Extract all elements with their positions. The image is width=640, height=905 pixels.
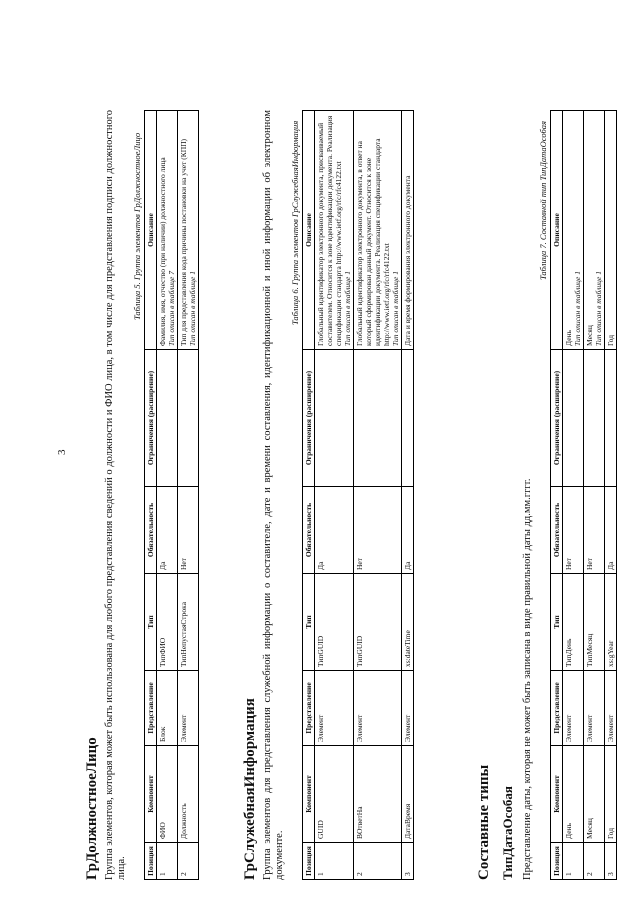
cell-restrictions <box>402 350 414 487</box>
table-5 <box>144 110 199 880</box>
col-description: Описание <box>303 111 315 350</box>
cell-representation: Элемент <box>315 671 354 746</box>
cell-description <box>584 111 605 350</box>
cell-representation: Элемент <box>178 671 199 746</box>
description-text: Фамилия, имя, отчество (при наличии) должностного лица <box>158 157 167 346</box>
cell-representation: Элемент <box>584 671 605 746</box>
cell-representation: Элемент <box>605 671 617 746</box>
col-position: Позиция <box>303 843 315 880</box>
cell-type: ТипНепустаяСтрока <box>178 574 199 671</box>
table7-caption: Таблица 7. Составной тип ТипДатаОсобая <box>538 121 548 280</box>
cell-type: xs:gYear <box>605 574 617 671</box>
table5-caption: Таблица 5. Группа элементов ГрДолжностноеЛицо <box>132 132 142 320</box>
cell-required: Да <box>315 487 354 574</box>
col-required: Обязательность <box>145 487 157 574</box>
cell-component: Должность <box>178 746 199 843</box>
cell-type: ТипМесяц <box>584 574 605 671</box>
cell-type: ТипGUID <box>354 574 402 671</box>
table-row <box>157 111 178 880</box>
cell-restrictions <box>178 350 199 487</box>
cell-required: Нет <box>584 487 605 574</box>
table-row <box>563 111 584 880</box>
col-type: Тип <box>551 574 563 671</box>
col-restrictions: Ограничения (расширение) <box>145 350 157 487</box>
col-component: Компонент <box>145 746 157 843</box>
cell-component: Год <box>605 746 617 843</box>
section-title-dolzhnostnoe-litso: ГрДолжностноеЛицо <box>84 737 100 880</box>
cell-restrictions <box>605 350 617 487</box>
section-title-sluzhebnaya-informatsiya: ГрСлужебнаяИнформация <box>242 698 258 880</box>
col-representation: Представление <box>303 671 315 746</box>
table-row <box>354 111 402 880</box>
table6-header-row <box>303 111 315 880</box>
col-required: Обязательность <box>551 487 563 574</box>
cell-description <box>402 111 414 350</box>
cell-component: Месяц <box>584 746 605 843</box>
description-text: Год <box>606 334 615 346</box>
section1-description: Группа элементов, которая может быть использована для любого представления сведений о должности и ФИО лица, в том числе для представления подписи должностного лица. <box>104 110 127 880</box>
col-representation: Представление <box>145 671 157 746</box>
cell-representation: Элемент <box>402 671 414 746</box>
cell-position: 1 <box>315 843 354 880</box>
cell-type: ТипФИО <box>157 574 178 671</box>
cell-restrictions <box>315 350 354 487</box>
cell-restrictions <box>563 350 584 487</box>
table-row <box>605 111 617 880</box>
col-type: Тип <box>145 574 157 671</box>
subsection-title-tip-data-osobaya: ТипДатаОсобая <box>500 786 515 880</box>
cell-position: 3 <box>402 843 414 880</box>
section-title-sostavnye-tipy: Составные типы <box>476 764 492 880</box>
cell-required: Нет <box>178 487 199 574</box>
col-required: Обязательность <box>303 487 315 574</box>
cell-required: Да <box>402 487 414 574</box>
col-restrictions: Ограничения (расширение) <box>303 350 315 487</box>
col-representation: Представление <box>551 671 563 746</box>
cell-description <box>605 111 617 350</box>
cell-position: 2 <box>178 843 199 880</box>
col-component: Компонент <box>303 746 315 843</box>
cell-representation: Элемент <box>563 671 584 746</box>
document-page <box>40 20 615 880</box>
col-description: Описание <box>551 111 563 350</box>
col-type: Тип <box>303 574 315 671</box>
section2-description: Группа элементов для представления служебной информации о составителе, дате и времени составления, идентификационной и иной информации об электронном документе. <box>262 110 285 880</box>
description-text: Глобальный идентификатор электронного документа, в ответ на который сформирован данный документ. Относится к зоне идентификации документа. Реализация спецификации стандарта http://www.ietf.org/rfc/rfc4122.txt <box>355 138 391 346</box>
table-row <box>178 111 199 880</box>
description-note: Тип описан в таблице 1 <box>188 271 197 346</box>
table6-caption: Таблица 6. Группа элементов ГрСлужебнаяИнформация <box>290 120 300 325</box>
cell-required: Да <box>157 487 178 574</box>
section3-description: Представление даты, которая не может быть записана в виде правильной даты дд.мм.гггг. <box>522 478 533 880</box>
cell-required: Нет <box>354 487 402 574</box>
table-row <box>584 111 605 880</box>
cell-required: Да <box>605 487 617 574</box>
cell-position: 1 <box>563 843 584 880</box>
page-number: 3 <box>56 449 68 455</box>
cell-description <box>315 111 354 350</box>
cell-position: 2 <box>354 843 402 880</box>
col-component: Компонент <box>551 746 563 843</box>
cell-position: 2 <box>584 843 605 880</box>
description-note: Тип описан в таблице 1 <box>391 271 400 346</box>
table5-header-row <box>145 111 157 880</box>
col-description: Описание <box>145 111 157 350</box>
table-row <box>402 111 414 880</box>
cell-description <box>157 111 178 350</box>
table7-header-row <box>551 111 563 880</box>
description-text: День <box>564 330 573 346</box>
col-position: Позиция <box>145 843 157 880</box>
description-note: Тип описан в таблице 7 <box>167 271 176 346</box>
cell-type: xs:dateTime <box>402 574 414 671</box>
table-6 <box>302 110 414 880</box>
cell-representation: Элемент <box>354 671 402 746</box>
cell-component: ДатаВремя <box>402 746 414 843</box>
cell-type: ТипGUID <box>315 574 354 671</box>
description-note: Тип описан в таблице 1 <box>573 271 582 346</box>
cell-description <box>178 111 199 350</box>
cell-position: 3 <box>605 843 617 880</box>
col-position: Позиция <box>551 843 563 880</box>
cell-component: ФИО <box>157 746 178 843</box>
table-7 <box>550 110 617 880</box>
description-note: Тип описан в таблице 1 <box>594 271 603 346</box>
cell-restrictions <box>354 350 402 487</box>
cell-description <box>354 111 402 350</box>
description-note: Тип описан в таблице 1 <box>343 271 352 346</box>
description-text: Месяц <box>585 325 594 346</box>
col-restrictions: Ограничения (расширение) <box>551 350 563 487</box>
cell-type: ТипДень <box>563 574 584 671</box>
cell-component: GUID <box>315 746 354 843</box>
cell-component: ВОтветНа <box>354 746 402 843</box>
cell-position: 1 <box>157 843 178 880</box>
description-text: Тип для представления кода причины постановки на учет (КПП) <box>179 138 188 346</box>
cell-description <box>563 111 584 350</box>
description-text: Дата и время формирования электронного документа <box>403 175 412 346</box>
table-row <box>315 111 354 880</box>
description-text: Глобальный идентификатор электронного документа, присваиваемый составителем. Относится к зоне идентификации документа. Реализация спецификации стандарта http://www.ietf.org/rfc/rfc4122.txt <box>316 115 343 346</box>
cell-restrictions <box>157 350 178 487</box>
cell-restrictions <box>584 350 605 487</box>
cell-required: Нет <box>563 487 584 574</box>
cell-representation: Блок <box>157 671 178 746</box>
cell-component: День <box>563 746 584 843</box>
